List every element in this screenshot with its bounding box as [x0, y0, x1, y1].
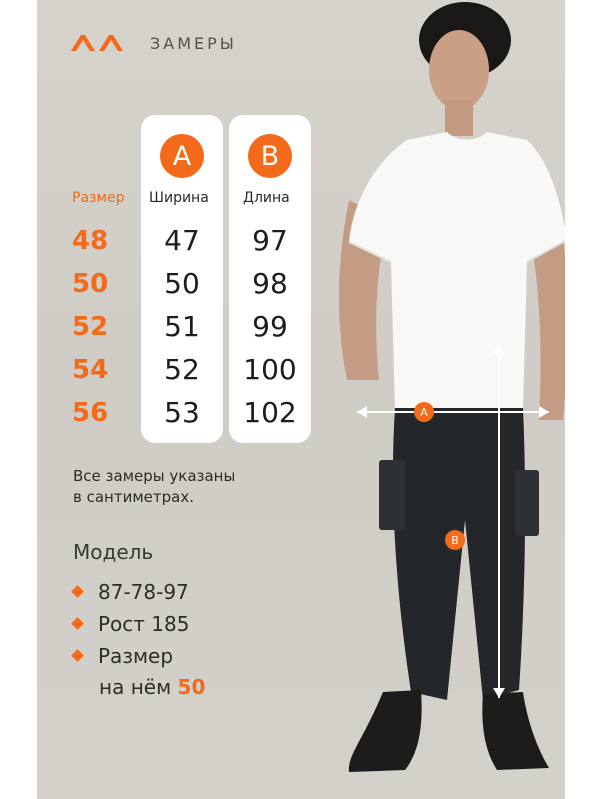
- model-size-value: 50: [177, 675, 206, 699]
- width-value: 50: [164, 267, 200, 300]
- diamond-bullet-icon: [71, 649, 84, 662]
- diamond-bullet-icon: [71, 585, 84, 598]
- model-photo: [287, 0, 565, 799]
- size-value: 56: [72, 398, 109, 428]
- model-params: [73, 580, 189, 604]
- width-value: 51: [164, 310, 200, 343]
- width-value: 47: [164, 224, 200, 257]
- size-value: 52: [72, 312, 109, 342]
- length-column-header: Длина: [243, 190, 290, 206]
- length-value: 102: [243, 396, 297, 429]
- width-value: 52: [164, 353, 200, 386]
- note-line: в сантиметрах.: [73, 488, 194, 506]
- size-chart-card: [37, 0, 565, 799]
- size-value: 50: [72, 269, 109, 299]
- model-size: [73, 644, 173, 668]
- diamond-bullet-icon: [71, 617, 84, 630]
- measurement-a-marker: A: [414, 402, 434, 422]
- size-value: 54: [72, 355, 109, 385]
- length-value: 97: [252, 224, 288, 257]
- brand-logo-icon: [71, 33, 125, 53]
- width-column-header: Ширина: [149, 190, 209, 206]
- model-size-line2: [99, 675, 205, 699]
- note-line: Все замеры указаны: [73, 467, 236, 485]
- size-column-header: Размер: [72, 190, 125, 206]
- brand-title: ЗАМЕРЫ: [150, 34, 237, 53]
- model-title: Модель: [73, 540, 154, 564]
- width-value: 53: [164, 396, 200, 429]
- size-value: 48: [72, 226, 109, 256]
- length-value: 98: [252, 267, 288, 300]
- measurement-note: [73, 466, 235, 508]
- column-a-badge: A: [160, 134, 204, 178]
- model-params-text: 87-78-97: [98, 580, 189, 604]
- length-value: 99: [252, 310, 288, 343]
- model-size-line1: Размер: [98, 644, 174, 668]
- column-b-badge: B: [248, 134, 292, 178]
- length-value: 100: [243, 353, 297, 386]
- model-height: [73, 612, 189, 636]
- model-size-prefix: на нём: [99, 675, 172, 699]
- model-height-text: Рост 185: [98, 612, 190, 636]
- measurement-b-marker: B: [445, 530, 465, 550]
